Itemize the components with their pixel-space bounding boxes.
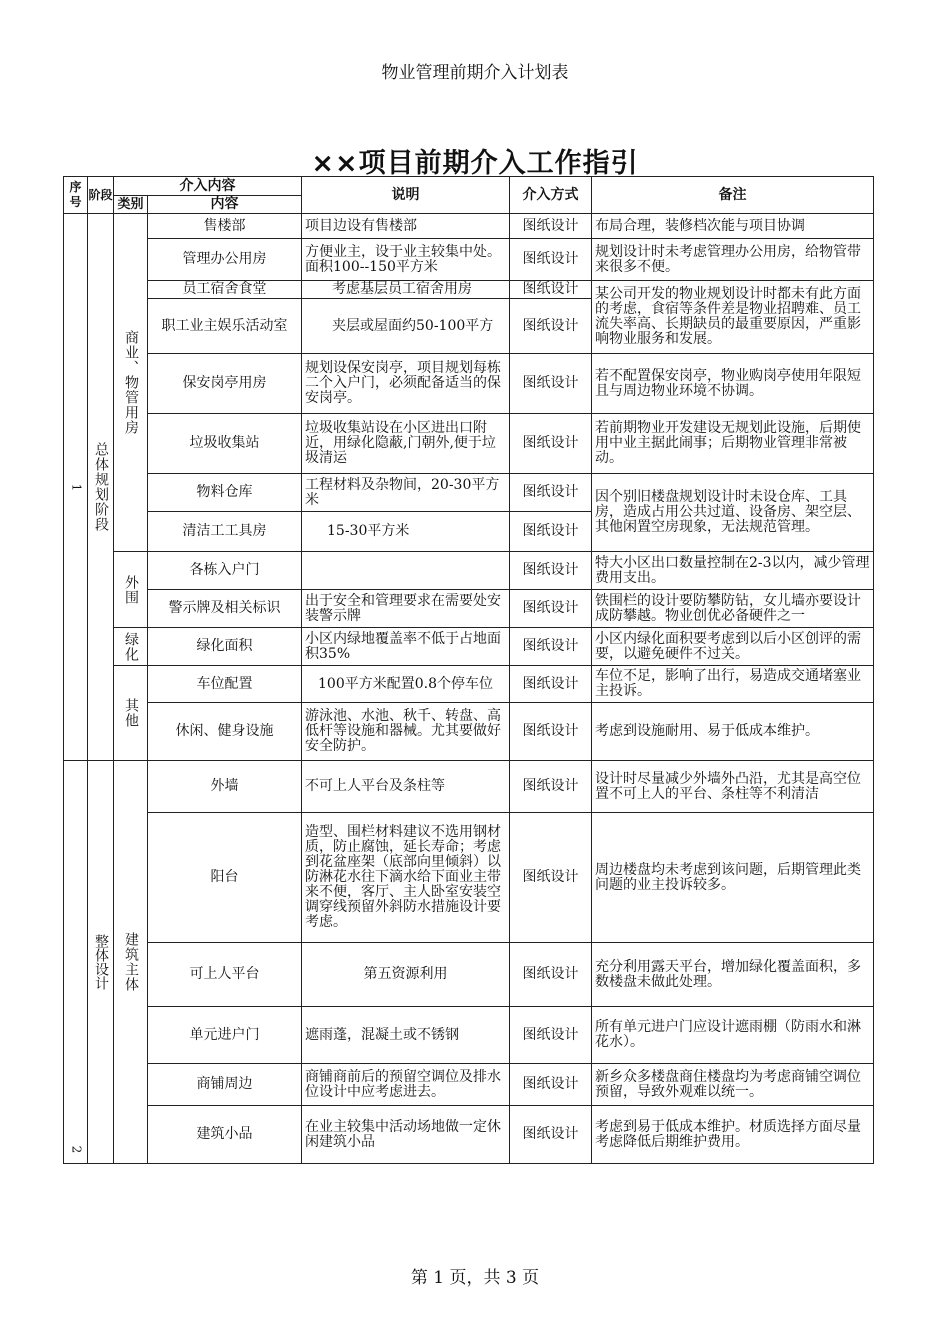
- note-cell: 车位不足，影响了出行，易造成交通堵塞业主投诉。: [592, 666, 874, 703]
- method-cell: 图纸设计: [510, 813, 592, 943]
- desc-cell: 项目边设有售楼部: [302, 214, 510, 239]
- note-cell: 新乡众多楼盘商住楼盘均为考虑商铺空调位预留，导致外观难以统一。: [592, 1064, 874, 1106]
- item-cell: 休闲、健身设施: [148, 703, 302, 761]
- header-item: 内容: [148, 196, 302, 214]
- note-cell: 小区内绿化面积要考虑到以后小区创评的需要，以避免硬件不过关。: [592, 628, 874, 666]
- desc-cell: 考虑基层员工宿舍用房: [302, 281, 510, 299]
- stage-2-name: 整体设计: [88, 761, 114, 1164]
- item-cell: 垃圾收集站: [148, 414, 302, 474]
- note-cell: 充分利用露天平台，增加绿化覆盖面积，多数楼盘未做此处理。: [592, 943, 874, 1007]
- method-cell: 图纸设计: [510, 239, 592, 281]
- desc-cell: 游泳池、水池、秋千、转盘、高低杆等设施和器械。尤其要做好安全防护。: [302, 703, 510, 761]
- desc-cell: 在业主较集中活动场地做一定休闲建筑小品: [302, 1106, 510, 1164]
- desc-cell: 垃圾收集站设在小区进出口附近，用绿化隐蔽,门朝外,便于垃圾清运: [302, 414, 510, 474]
- item-cell: 商铺周边: [148, 1064, 302, 1106]
- item-cell: 清洁工工具房: [148, 512, 302, 552]
- note-cell: 特大小区出口数量控制在2-3以内，减少管理费用支出。: [592, 552, 874, 590]
- header-method: 介入方式: [510, 177, 592, 214]
- item-cell: 外墙: [148, 761, 302, 813]
- category-exterior: 外围: [114, 552, 148, 628]
- method-cell: 图纸设计: [510, 590, 592, 628]
- item-cell: 员工宿舍食堂: [148, 281, 302, 299]
- note-cell: 若不配置保安岗亭，物业购岗亭使用年限短且与周边物业环境不协调。: [592, 354, 874, 414]
- page-header: 物业管理前期介入计划表: [381, 63, 569, 83]
- category-building: 建筑主体: [114, 761, 148, 1164]
- desc-cell: 商铺商前后的预留空调位及排水位设计中应考虑进去。: [302, 1064, 510, 1106]
- item-cell: 管理办公用房: [148, 239, 302, 281]
- stage-1-name: 总体规划阶段: [88, 214, 114, 761]
- category-green: 绿化: [114, 628, 148, 666]
- header-content-group: 介入内容: [114, 177, 302, 196]
- method-cell: 图纸设计: [510, 552, 592, 590]
- item-cell: 建筑小品: [148, 1106, 302, 1164]
- method-cell: 图纸设计: [510, 281, 592, 299]
- document-title: ××项目前期介入工作指引: [311, 148, 639, 179]
- item-cell: 警示牌及相关标识: [148, 590, 302, 628]
- item-cell: 保安岗亭用房: [148, 354, 302, 414]
- item-cell: 职工业主娱乐活动室: [148, 299, 302, 354]
- note-cell: 周边楼盘均未考虑到该问题，后期管理此类问题的业主投诉较多。: [592, 813, 874, 943]
- note-cell: 考虑到设施耐用、易于低成本维护。: [592, 703, 874, 761]
- desc-cell: 遮雨蓬，混凝土或不锈钢: [302, 1007, 510, 1064]
- item-cell: 车位配置: [148, 666, 302, 703]
- method-cell: 图纸设计: [510, 943, 592, 1007]
- desc-cell: 夹层或屋面约50-100平方: [302, 299, 510, 354]
- method-cell: 图纸设计: [510, 703, 592, 761]
- page-footer: 第 1 页，共 3 页: [410, 1268, 540, 1288]
- item-cell: 绿化面积: [148, 628, 302, 666]
- method-cell: 图纸设计: [510, 512, 592, 552]
- method-cell: 图纸设计: [510, 1007, 592, 1064]
- note-cell: 考虑到易于低成本维护。材质选择方面尽量考虑降低后期维护费用。: [592, 1106, 874, 1164]
- desc-cell: 小区内绿地覆盖率不低于占地面积35%: [302, 628, 510, 666]
- method-cell: 图纸设计: [510, 1106, 592, 1164]
- guideline-table: [63, 176, 874, 1164]
- header-seq: 序号: [64, 177, 88, 214]
- note-cell: 某公司开发的物业规划设计时都未有此方面的考虑，食宿等条件差是物业招聘难、员工流失率高、长期缺员的最重要原因，严重影响物业服务和发展。: [592, 281, 874, 354]
- desc-cell: 方便业主，设于业主较集中处。面积100--150平方米: [302, 239, 510, 281]
- note-cell: 铁围栏的设计要防攀防钻，女儿墙亦要设计成防攀越。物业创优必备硬件之一: [592, 590, 874, 628]
- desc-cell: 第五资源利用: [302, 943, 510, 1007]
- note-cell: 规划设计时未考虑管理办公用房，给物管带来很多不便。: [592, 239, 874, 281]
- desc-cell: 100平方米配置0.8个停车位: [302, 666, 510, 703]
- desc-cell: 规划设保安岗亭，项目规划每栋二个入户门，必须配备适当的保安岗亭。: [302, 354, 510, 414]
- item-cell: 单元进户门: [148, 1007, 302, 1064]
- desc-cell: 工程材料及杂物间，20-30平方米: [302, 474, 510, 512]
- note-cell: 所有单元进户门应设计遮雨棚（防雨水和淋花水）。: [592, 1007, 874, 1064]
- stage-2-number: 2: [64, 761, 88, 1164]
- category-other: 其他: [114, 666, 148, 761]
- stage-1-number: 1: [64, 214, 88, 761]
- item-cell: 阳台: [148, 813, 302, 943]
- method-cell: 图纸设计: [510, 474, 592, 512]
- note-cell: 布局合理，装修档次能与项目协调: [592, 214, 874, 239]
- header-category: 类别: [114, 196, 148, 214]
- item-cell: 各栋入户门: [148, 552, 302, 590]
- method-cell: 图纸设计: [510, 1064, 592, 1106]
- header-desc: 说明: [302, 177, 510, 214]
- method-cell: 图纸设计: [510, 628, 592, 666]
- note-cell: 因个别旧楼盘规划设计时未设仓库、工具房，造成占用公共过道、设备房、架空层、其他闲置空房现象，无法规范管理。: [592, 474, 874, 552]
- item-cell: 售楼部: [148, 214, 302, 239]
- method-cell: 图纸设计: [510, 299, 592, 354]
- desc-cell: [302, 552, 510, 590]
- category-commercial: 商业、物管用房: [114, 214, 148, 552]
- desc-cell: 不可上人平台及条柱等: [302, 761, 510, 813]
- method-cell: 图纸设计: [510, 214, 592, 239]
- item-cell: 可上人平台: [148, 943, 302, 1007]
- item-cell: 物料仓库: [148, 474, 302, 512]
- desc-cell: 造型、围栏材料建议不选用钢材质，防止腐蚀，延长寿命；考虑到花盆座架（底部向里倾斜）以防淋花水往下滴水给下面业主带来不便，客厅、主人卧室安装空调穿线预留外斜防水措施设计要考虑。: [302, 813, 510, 943]
- header-note: 备注: [592, 177, 874, 214]
- note-cell: 若前期物业开发建设无规划此设施，后期使用中业主据此闹事；后期物业管理非常被动。: [592, 414, 874, 474]
- desc-cell: 出于安全和管理要求在需要处安装警示牌: [302, 590, 510, 628]
- desc-cell: 15-30平方米: [302, 512, 510, 552]
- note-cell: 设计时尽量减少外墙外凸沿，尤其是高空位置不可上人的平台、条柱等不利清洁: [592, 761, 874, 813]
- method-cell: 图纸设计: [510, 414, 592, 474]
- method-cell: 图纸设计: [510, 354, 592, 414]
- header-stage: 阶段: [88, 177, 114, 214]
- method-cell: 图纸设计: [510, 666, 592, 703]
- method-cell: 图纸设计: [510, 761, 592, 813]
